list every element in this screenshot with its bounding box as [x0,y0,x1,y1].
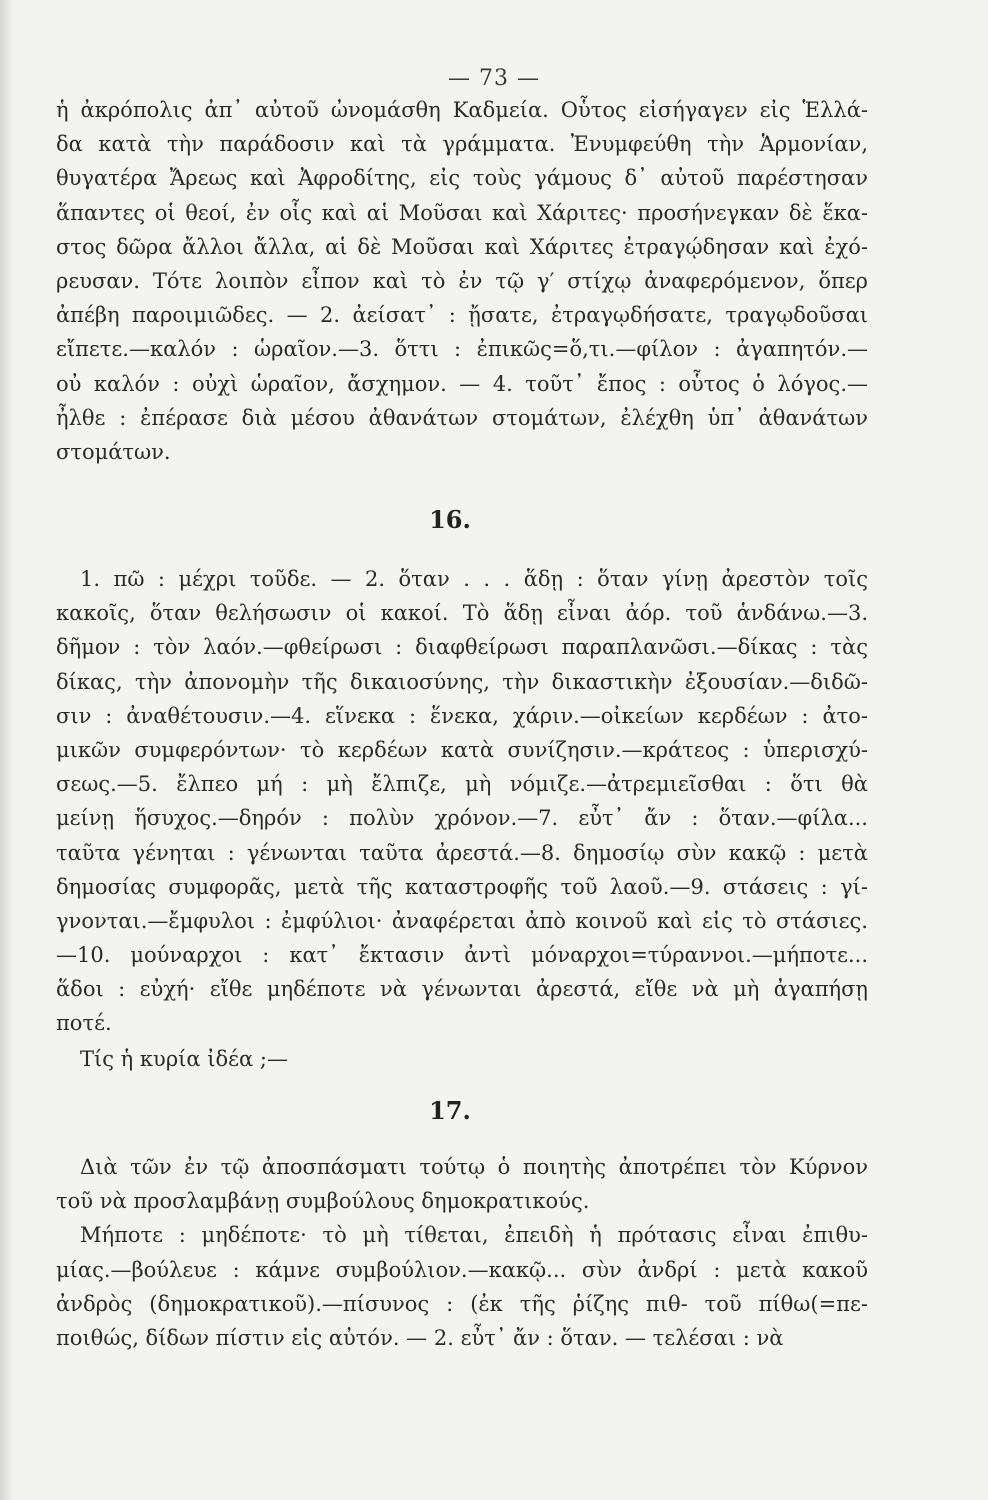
text-line: ταῦτα γένηται : γένωνται ταῦτα ἀρεστά.—8. δημοσίῳ σὺν κακῷ : μετὰ [56,840,868,865]
text-line: 1. πῶ : μέχρι τοῦδε. — 2. ὅταν . . . ἅδῃ : ὅταν γίνῃ ἀρεστὸν τοῖς [80,567,868,591]
text-line: μείνῃ ἥσυχος.—δηρόν : πολὺν χρόνον.—7. εὖτ᾽ ἄν : ὅταν.—φίλα... [56,806,868,831]
text-line: μίας.—βούλευε : κάμνε συμβούλιον.—κακῷ... σὺν ἀνδρί : μετὰ κακοῦ [56,1257,868,1282]
text-line: Διὰ τῶν ἐν τῷ ἀποσπάσματι τούτῳ ὁ ποιητὴς ἀποτρέπει τὸν Κύρνον [80,1155,868,1179]
text-line: —10. μούναρχοι : κατ᾽ ἔκτασιν ἀντὶ μόναρχοι=τύραννοι.—μήποτε... [56,943,868,968]
text-line: ἅδοι : εὐχή· εἴθε μηδέποτε νὰ γένωνται ἀρεστά, εἴθε νὰ μὴ ἀγαπήσῃ [56,977,868,1002]
text-line: ἅπαντες οἱ θεοί, ἐν οἷς καὶ αἱ Μοῦσαι καὶ Χάριτες· προσήνεγκαν δὲ ἕκα- [56,200,868,225]
text-line: γνονται.—ἔμφυλοι : ἐμφύλιοι· ἀναφέρεται ἀπὸ κοινοῦ καὶ εἰς τὸ στάσιες. [56,908,868,933]
section-15-text [56,93,868,469]
text-line: θυγατέρα Ἄρεως καὶ Ἀφροδίτης, εἰς τοὺς γάμους δ᾽ αὐτοῦ παρέστησαν [56,166,868,191]
text-line: στομάτων. [56,439,171,464]
text-line: Μήποτε : μηδέποτε· τὸ μὴ τίθεται, ἐπειδὴ ἡ πρότασις εἶναι ἐπιθυ- [80,1223,868,1248]
text-line: ἦλθε : ἐπέρασε διὰ μέσου ἀθανάτων στομάτων, ἐλέχθη ὑπ᾽ ἀθανάτων [56,405,868,430]
text-line: ἀνδρὸς (δημοκρατικοῦ).—πίσυνος : (ἐκ τῆς ῥίζης πιθ- τοῦ πίθω(=πε- [56,1291,868,1316]
text-line: ποιθώς, δίδων πίστιν εἰς αὐτόν. — 2. εὖτ᾽ ἄν : ὅταν. — τελέσαι : νὰ [56,1325,784,1350]
text-line: σιν : ἀναθέτουσιν.—4. εἵνεκα : ἕνεκα, χάριν.—οἰκείων κερδέων : ἀτο- [56,703,868,728]
text-line: ποτέ. [56,1011,112,1036]
section-16-question-block [56,1042,868,1076]
text-line: δῆμον : τὸν λαόν.—φθείρωσι : διαφθείρωσι παραπλανῶσι.—δίκας : τὰς [56,635,868,660]
text-line: ἀπέβη παροιμιῶδες. — 2. ἀείσατ᾽ : ᾔσατε, ἐτραγῳδήσατε, τραγῳδοῦσαι [56,303,868,328]
section-16-heading: 16. [429,505,471,534]
text-line: τοῦ νὰ προσλαμβάνῃ συμβούλους δημοκρατικούς. [56,1189,590,1214]
text-line: μικῶν συμφερόντων· τὸ κερδέων κατὰ συνίζησιν.—κράτεος : ὑπερισχύ- [56,737,868,762]
section-17-text [56,1150,868,1355]
page-edge [0,0,14,1500]
text-line: σεως.—5. ἔλπεο μή : μὴ ἔλπιζε, μὴ νόμιζε.—ἀτρεμιεῖσθαι : ὅτι θὰ [56,772,868,797]
section-16-text [56,562,868,1041]
text-line: κακοῖς, ὅταν θελήσωσιν οἱ κακοί. Τὸ ἅδῃ εἶναι ἀόρ. τοῦ ἁνδάνω.—3. [56,601,868,626]
section-17-heading: 17. [429,1096,471,1125]
text-line: δα κατὰ τὴν παράδοσιν καὶ τὰ γράμματα. Ἐνυμφεύθη τὴν Ἁρμονίαν, [56,132,868,157]
section-16-question: Τίς ἡ κυρία ἰδέα ;— [80,1047,288,1071]
text-line: ρευσαν. Τότε λοιπὸν εἶπον καὶ τὸ ἐν τῷ γ′ στίχῳ ἀναφερόμενον, ὅπερ [56,268,868,293]
text-line: δίκας, τὴν ἀπονομὴν τῆς δικαιοσύνης, τὴν δικαστικὴν ἐξουσίαν.—διδῶ- [56,669,868,694]
text-line: στος δῶρα ἄλλοι ἄλλα, αἱ δὲ Μοῦσαι καὶ Χάριτες ἐτραγῴδησαν καὶ ἐχό- [56,234,868,259]
text-line: ἡ ἀκρόπολις ἀπ᾽ αὐτοῦ ὠνομάσθη Καδμεία. Οὗτος εἰσήγαγεν εἰς Ἑλλά- [56,98,868,122]
text-line: οὐ καλόν : οὐχὶ ὡραῖον, ἄσχημον. — 4. τοῦτ᾽ ἔπος : οὗτος ὁ λόγος.— [56,371,868,396]
page-number: — 73 — [448,66,540,91]
text-line: δημοσίας συμφορᾶς, μετὰ τῆς καταστροφῆς τοῦ λαοῦ.—9. στάσεις : γί- [56,874,868,899]
text-line: εἴπετε.—καλόν : ὡραῖον.—3. ὅττι : ἐπικῶς=ὅ,τι.—φίλον : ἀγαπητόν.— [56,337,868,362]
